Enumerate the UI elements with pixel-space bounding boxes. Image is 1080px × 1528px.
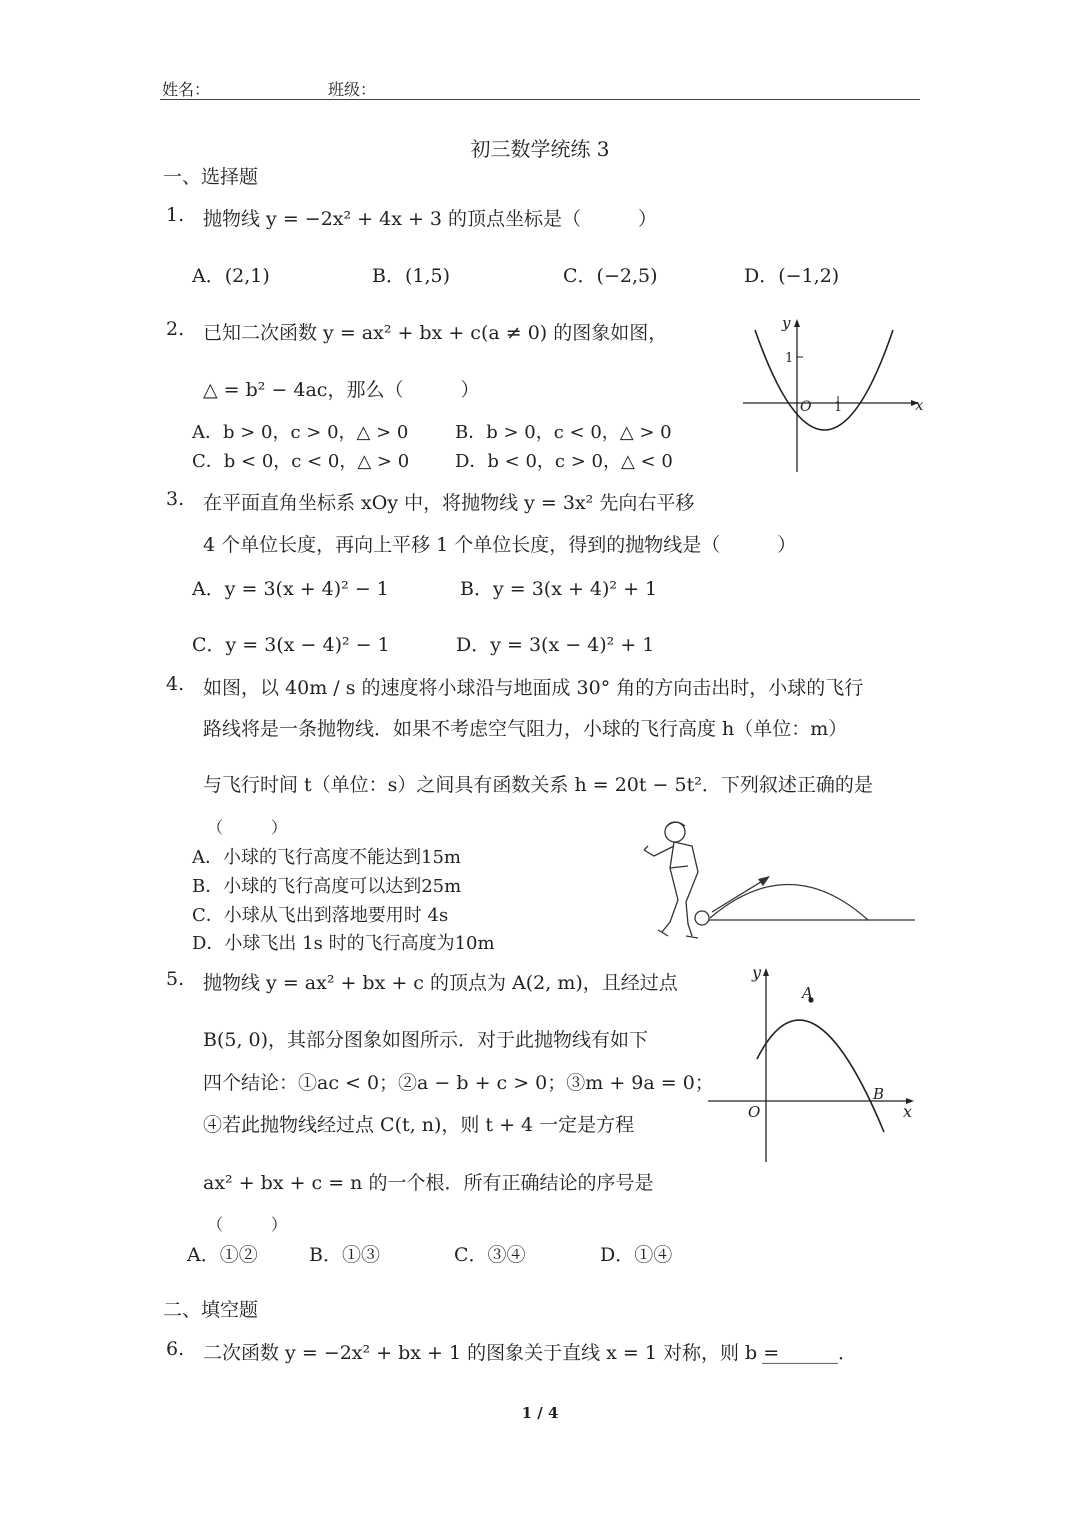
q1-option-c: C．(−2,5): [563, 265, 658, 287]
q2-option-b: B．b > 0，c < 0，△ > 0: [455, 422, 672, 443]
q1-option-d: D．(−1,2): [744, 265, 840, 287]
golfer-foot-right: [686, 936, 698, 938]
question-number: 4.: [166, 673, 185, 695]
question-number: 2.: [166, 318, 185, 340]
ball-trajectory: [710, 884, 868, 920]
point-b-label: B: [873, 1085, 885, 1103]
q2-option-d: D．b < 0，c > 0，△ < 0: [455, 451, 673, 472]
q3-option-a: A．y = 3(x + 4)² − 1: [192, 578, 389, 600]
golfer-torso: [670, 842, 678, 900]
y-axis-arrow: [794, 319, 800, 327]
question-2-line-1: 已知二次函数 y = ax² + bx + c(a ≠ 0) 的图象如图，: [203, 322, 668, 344]
question-5-line-1: 抛物线 y = ax² + bx + c 的顶点为 A(2, m)，且经过点: [203, 972, 678, 994]
question-5-line-4: ④若此抛物线经过点 C(t, n)，则 t + 4 一定是方程: [203, 1114, 635, 1136]
question-3-line-1: 在平面直角坐标系 xOy 中，将抛物线 y = 3x² 先向右平移: [203, 492, 695, 514]
y-axis-label: y: [752, 963, 762, 982]
q3-option-c: C．y = 3(x − 4)² − 1: [192, 634, 390, 656]
golfer-back: [674, 842, 698, 902]
class-label: 班级：: [328, 80, 377, 99]
x-tick-label: 1: [834, 400, 843, 415]
y-axis-arrow: [763, 968, 769, 976]
origin-label: O: [800, 399, 812, 415]
q3-option-b: B．y = 3(x + 4)² + 1: [460, 578, 658, 600]
q3-option-d: D．y = 3(x − 4)² + 1: [456, 634, 655, 656]
question-5-line-3: 四个结论：①ac < 0；②a − b + c > 0；③m + 9a = 0；: [203, 1072, 714, 1094]
x-axis-label: x: [915, 396, 924, 414]
launch-direction-line: [712, 880, 764, 912]
golfer-club: [644, 846, 648, 850]
question-2-line-2: △ = b² − 4ac，那么（ ）: [203, 379, 480, 401]
q5-option-c: C．③④: [454, 1244, 526, 1266]
golfer-illustration: [644, 822, 698, 938]
origin-label: O: [748, 1103, 761, 1121]
q5-option-b: B．①③: [309, 1244, 380, 1266]
section-heading-fill: 二、填空题: [163, 1299, 259, 1321]
question-number: 6.: [166, 1338, 185, 1360]
question-3-line-2: 4 个单位长度，再向上平移 1 个单位长度，得到的抛物线是（ ）: [203, 534, 797, 556]
document-title: 初三数学统练 3: [470, 137, 610, 161]
q2-parabola-figure: [735, 310, 930, 475]
parabola-curve: [757, 1020, 884, 1132]
question-number: 1.: [166, 204, 185, 226]
golfer-cap: [666, 822, 685, 827]
q4-option-c: C．小球从飞出到落地要用时 4s: [192, 905, 449, 926]
parabola-curve: [755, 330, 893, 430]
q1-option-b: B．(1,5): [372, 265, 451, 287]
q5-parabola-figure: [700, 960, 925, 1165]
answer-paren: （ ）: [207, 1215, 288, 1234]
question-5-line-2: B(5, 0)，其部分图象如图所示．对于此抛物线有如下: [203, 1029, 649, 1051]
golfer-arm: [644, 846, 674, 856]
question-4-line-3: 与飞行时间 t（单位：s）之间具有函数关系 h = 20t − 5t²．下列叙述正确的是: [203, 774, 873, 796]
y-tick-label: 1: [785, 351, 794, 366]
q1-option-a: A．(2,1): [192, 265, 270, 287]
launch-arrow-icon: [758, 876, 770, 886]
name-label: 姓名：: [162, 80, 211, 99]
golf-ball: [695, 911, 709, 925]
q4-option-d: D．小球飞出 1s 时的飞行高度为10m: [192, 933, 495, 954]
question-4-line-1: 如图，以 40m / s 的速度将小球沿与地面成 30° 角的方向击出时，小球的飞行: [203, 677, 864, 699]
q4-option-a: A．小球的飞行高度不能达到15m: [192, 847, 461, 868]
question-number: 3.: [166, 488, 185, 510]
q4-golfer-figure: [640, 810, 920, 950]
question-number: 5.: [166, 968, 185, 990]
page-number: 1 / 4: [521, 1404, 559, 1422]
question-1-text: 抛物线 y = −2x² + 4x + 3 的顶点坐标是（ ）: [203, 208, 658, 230]
q5-option-a: A．①②: [187, 1244, 258, 1266]
answer-blank: ________．: [762, 1342, 858, 1364]
y-axis-label: y: [782, 314, 791, 332]
q2-option-c: C．b < 0，c < 0，△ > 0: [192, 451, 410, 472]
answer-paren: （ ）: [207, 818, 288, 837]
q4-option-b: B．小球的飞行高度可以达到25m: [192, 876, 462, 897]
q5-option-d: D．①④: [600, 1244, 673, 1266]
q2-option-a: A．b > 0，c > 0，△ > 0: [192, 422, 409, 443]
golfer-belt: [670, 866, 688, 868]
header-rule: [160, 99, 920, 100]
point-a-label: A: [802, 984, 813, 1002]
question-6-text: 二次函数 y = −2x² + bx + 1 的图象关于直线 x = 1 对称，则 b =: [203, 1342, 780, 1364]
section-heading-choice: 一、选择题: [163, 166, 259, 188]
x-axis-label: x: [903, 1102, 913, 1121]
golfer-leg-right: [686, 902, 692, 936]
question-4-line-2: 路线将是一条抛物线．如果不考虑空气阻力，小球的飞行高度 h（单位：m）: [203, 718, 848, 740]
golfer-leg-left: [662, 900, 678, 932]
question-5-line-5: ax² + bx + c = n 的一个根．所有正确结论的序号是: [203, 1172, 654, 1194]
